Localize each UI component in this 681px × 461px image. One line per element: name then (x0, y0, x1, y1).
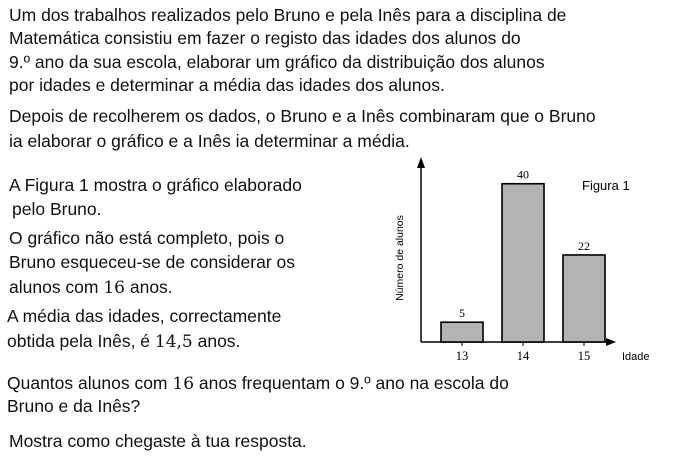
text-line: ia elaborar o gráfico e a Inês ia determinar a média. (9, 131, 410, 151)
bar (502, 184, 544, 342)
text-line: A média das idades, correctamente (7, 306, 282, 326)
bar-value-label: 5 (459, 306, 465, 321)
chart-bars (441, 168, 605, 342)
bar-value-label: 40 (517, 167, 529, 182)
text-line: O gráfico não está completo, pois o (9, 228, 285, 248)
x-tick-label: 13 (455, 349, 469, 363)
instruction-line: Mostra como chegaste à tua resposta. (9, 431, 307, 451)
x-axis-label: Idade (622, 351, 650, 363)
text-line: Matemática consistiu em fazer o registo das idades dos alunos do (9, 28, 521, 48)
text-line: pelo Bruno. (12, 199, 102, 219)
chart-title: Figura 1 (582, 178, 630, 193)
text-line: Depois de recolherem os dados, o Bruno e a Inês combinaram que o Bruno (9, 106, 596, 126)
question-line: Bruno e da Inês? (7, 396, 141, 416)
text-line: por idades e determinar a média das idades dos alunos. (9, 75, 445, 95)
bar-value-label: 22 (578, 238, 590, 253)
text-fragment: anos frequentam o 9.º ano na escola do (194, 373, 509, 393)
text-line: Um dos trabalhos realizados pelo Bruno e pela Inês para a disciplina de (9, 5, 567, 25)
text-line: A Figura 1 mostra o gráfico elaborado (9, 175, 302, 195)
bar (441, 322, 483, 342)
math-number: 16 (103, 278, 125, 298)
math-number: 16 (172, 374, 195, 394)
x-tick-label: 14 (516, 349, 530, 363)
text-fragment: Quantos alunos com (7, 373, 173, 393)
x-axis-arrow (606, 338, 616, 346)
math-number: 14,5 (154, 332, 193, 352)
text-fragment: anos. (192, 331, 241, 351)
bar (563, 255, 605, 342)
x-tick-label: 15 (577, 349, 591, 363)
text-fragment: obtida pela Inês, é (7, 331, 155, 351)
text-fragment: anos. (125, 277, 173, 297)
text-line: Bruno esqueceu-se de considerar os (9, 252, 296, 272)
y-axis-arrow (417, 157, 425, 168)
text-fragment: alunos com (9, 277, 104, 297)
y-axis-label: Número de alunos (394, 215, 406, 301)
text-line: 9.º ano da sua escola, elaborar um gráfico da distribuição dos alunos (9, 52, 545, 72)
